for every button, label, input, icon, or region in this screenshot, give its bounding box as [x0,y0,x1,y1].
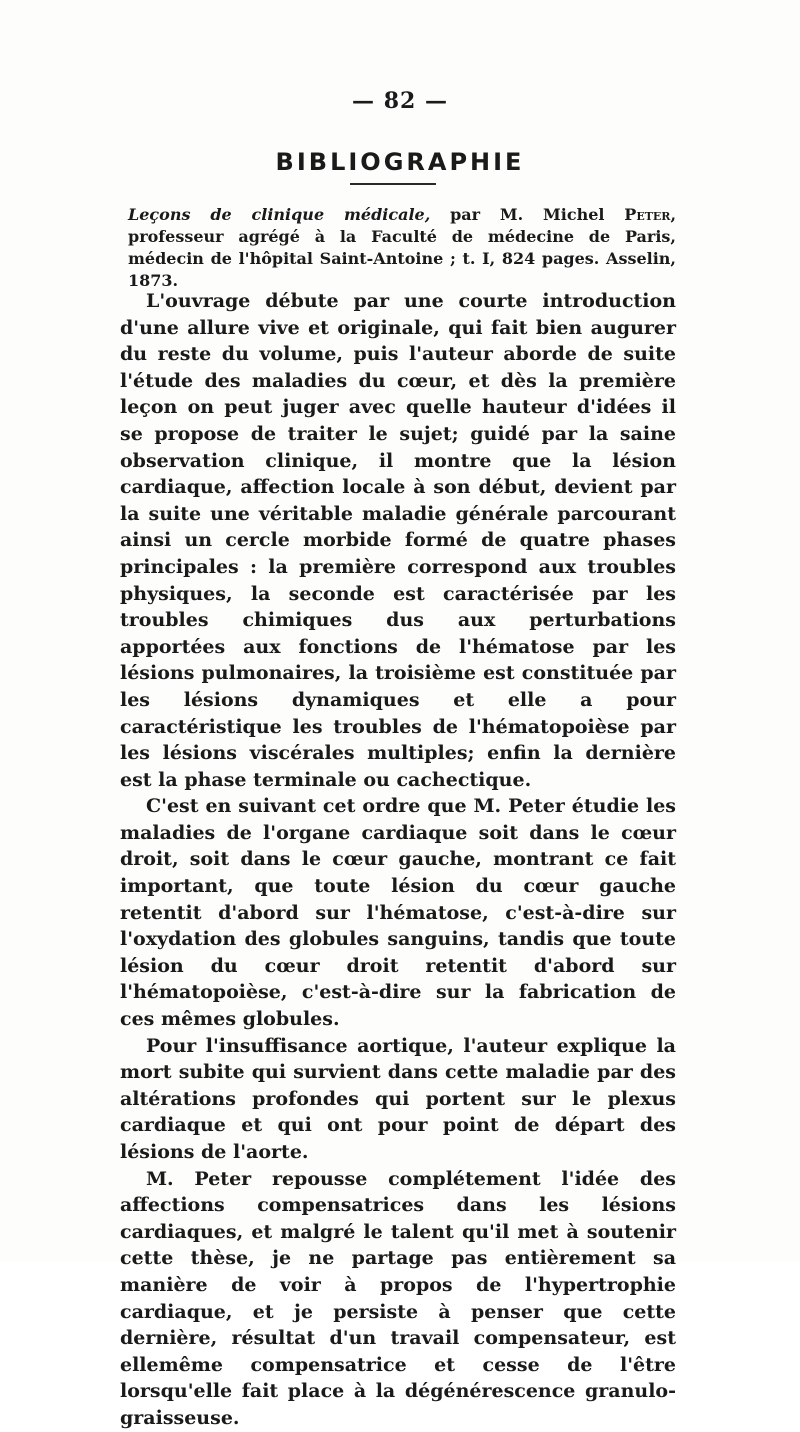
review-body [120,288,676,1432]
citation-author: Peter [624,205,671,224]
paragraph-4: M. Peter repousse complétement l'idée des affections compensatrices dans les lésions cardiaques, et malgré le talent qu'il met à soutenir cette thèse, je ne partage pas entièrement sa manière de voir à propos de l'hypertrophie cardiaque, et je persiste à penser que cette dernière, résultat d'un travail compensateur, est ellemême compensatrice et cesse de l'être lorsqu'elle fait place à la dégénérescence granulo-graisseuse. [120,1167,676,1429]
citation-details: , professeur agrégé à la Faculté de médecine de Paris, médecin de l'hôpital Saint-Antoine ; t. I, 824 pages. Asselin, 1873. [128,205,677,290]
paragraph-2: C'est en suivant cet ordre que M. Peter étudie les maladies de l'organe cardiaque soit dans le cœur droit, soit dans le cœur gauche, montrant ce fait important, que toute lésion du cœur gauche retentit d'abord sur l'hématose, c'est-à-dire sur l'oxydation des globules sanguins, tandis que toute lésion du cœur droit retentit d'abord sur l'hématopoièse, c'est-à-dire sur la fabrication de ces mêmes globules. [120,795,676,1031]
citation-title: Leçons de clinique médicale, [128,205,431,224]
citation-by: par M. Michel [430,205,625,224]
paragraph-3: Pour l'insuffisance aortique, l'auteur explique la mort subite qui survient dans cette maladie par des altérations profondes qui portent sur le plexus cardiaque et qui ont pour point de départ des lésions de l'aorte. [120,1034,676,1163]
heading-rule [350,183,436,185]
section-heading: BIBLIOGRAPHIE [275,148,525,176]
book-citation [128,204,676,292]
page-number: — 82 — [352,88,448,114]
paragraph-1: L'ouvrage débute par une courte introduction d'une allure vive et originale, qui fait bien augurer du reste du volume, puis l'auteur aborde de suite l'étude des maladies du cœur, et dès la première leçon on peut juger avec quelle hauteur d'idées il se propose de traiter le sujet; guidé par la saine observation clinique, il montre que la lésion cardiaque, affection locale à son début, devient par la suite une véritable maladie générale parcourant ainsi un cercle morbide formé de quatre phases principales : la première correspond aux troubles physiques, la seconde est caractérisée par les troubles chimiques dus aux perturbations apportées aux fonctions de l'hématose par les lésions pulmonaires, la troisième est constituée par les lésions dynamiques et elle a pour caractéristique les troubles de l'hématopoièse par les lésions viscérales multiples; enfin la dernière est la phase terminale ou cachectique. [120,290,676,791]
